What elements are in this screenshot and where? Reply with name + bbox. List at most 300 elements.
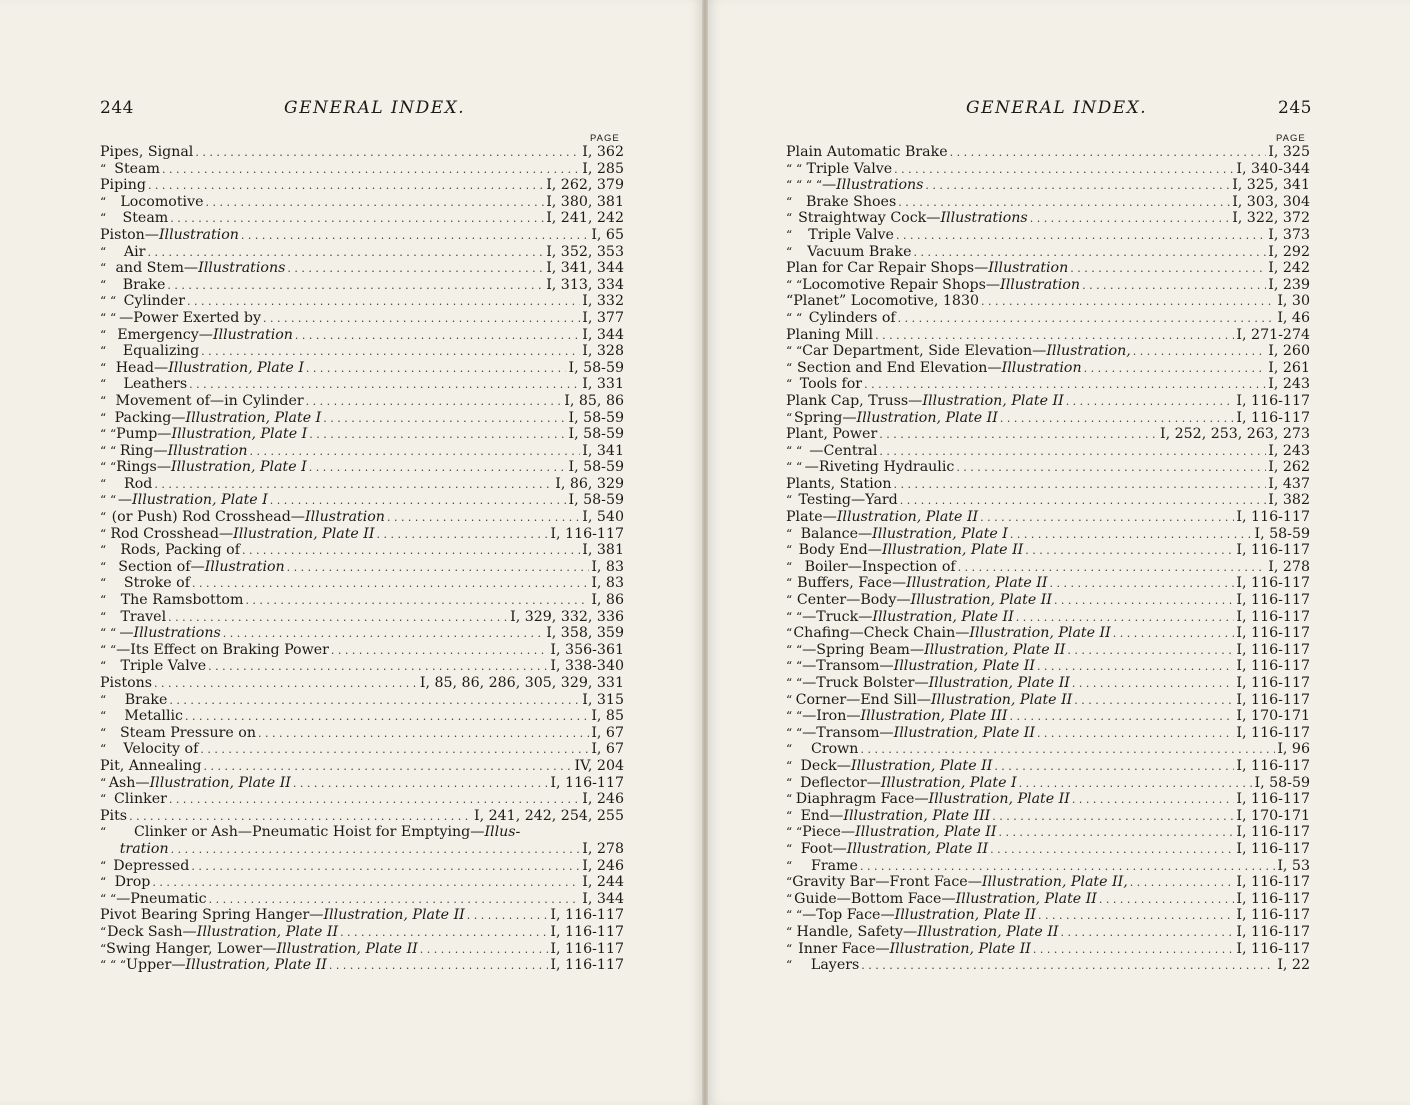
index-entry [786, 642, 1310, 659]
entry-text [806, 161, 892, 178]
dot-leader [340, 925, 548, 942]
ditto-mark: “ [100, 692, 107, 707]
index-entry [786, 708, 1310, 725]
page-reference: I, 242 [1268, 260, 1310, 277]
entry-term: Deck— [800, 757, 851, 774]
ditto-mark: “ [786, 227, 793, 242]
index-entry [786, 841, 1310, 858]
entry-illustration-note: Illustration, Plate II [185, 957, 327, 974]
index-entry [100, 426, 624, 443]
entry-text [123, 210, 169, 227]
entry-term: Rods, Packing of [120, 542, 240, 559]
entry-text [809, 443, 877, 460]
entry-term: Steam [114, 160, 160, 177]
index-entry [100, 177, 624, 194]
entry-illustration-note: Illustration, Plate II [889, 940, 1031, 957]
entry-term: Upper— [126, 957, 186, 974]
ditto-mark: “ “ [786, 344, 803, 359]
index-entry [786, 609, 1310, 626]
entry-text [794, 891, 1097, 908]
entry-illustration-note: Illustration [988, 260, 1069, 277]
dot-leader [1010, 709, 1235, 726]
ditto-mark: “ “ [786, 659, 803, 674]
page-reference: I, 58-59 [568, 409, 624, 426]
page-reference: I, 262 [1268, 459, 1310, 476]
ditto-mark: “ “ [100, 427, 117, 442]
ditto-mark: “ [100, 244, 107, 259]
entry-term: Brake Shoes [805, 193, 897, 210]
entry-illustration-note: Illustration, Plate II [872, 608, 1014, 625]
dot-leader [242, 543, 580, 560]
index-entry [786, 327, 1310, 344]
dot-leader [898, 195, 1230, 212]
ditto-mark: “ [786, 211, 793, 226]
entry-text [801, 841, 988, 858]
entry-text [802, 658, 1035, 675]
index-entry [100, 824, 624, 841]
entry-term: Stroke of [123, 575, 190, 592]
dot-leader [980, 510, 1234, 527]
dot-leader [201, 344, 580, 361]
entry-term: Tools for [799, 376, 863, 393]
entry-text [118, 559, 284, 576]
entry-illustration-note: Illustration, Plate II [906, 575, 1048, 592]
dot-leader [992, 809, 1234, 826]
entry-illustration-note: Illustration, Plate II, [981, 874, 1128, 891]
dot-leader [167, 278, 544, 295]
entry-illustration-note: Illustrations [836, 177, 924, 194]
index-entry [100, 509, 624, 526]
entry-text [786, 393, 1064, 410]
dot-leader [258, 726, 589, 743]
dot-leader [203, 759, 572, 776]
index-entry [100, 741, 624, 758]
index-entry [100, 526, 624, 543]
page-reference: I, 116-117 [550, 957, 624, 974]
index-entry [100, 658, 624, 675]
page-reference: I, 116-117 [1236, 907, 1310, 924]
page-reference: I, 116-117 [550, 940, 624, 957]
dot-leader [1130, 875, 1235, 892]
entry-text [786, 509, 978, 526]
ditto-mark: “ “ [786, 676, 803, 690]
index-entry [786, 210, 1310, 227]
entry-illustration-note: Illustration [212, 326, 293, 343]
index-entry-list [100, 144, 624, 974]
entry-term: Drop [114, 874, 151, 891]
entry-term: Piping [100, 177, 146, 194]
entry-illustration-note: Illustration, Plate II [276, 940, 418, 957]
index-entry [786, 542, 1310, 559]
entry-illustration-note: Illus- [484, 824, 521, 841]
entry-text [109, 775, 291, 792]
entry-text [116, 426, 307, 443]
page-reference: I, 116-117 [1236, 791, 1310, 808]
entry-term: Ash— [108, 774, 150, 791]
page-reference: I, 344 [582, 326, 624, 343]
entry-illustration-note: Illustration [1001, 359, 1082, 376]
page-reference: I, 252, 253, 263, 273 [1159, 426, 1310, 443]
ditto-mark: “ [786, 543, 793, 558]
ditto-mark: “ [786, 958, 793, 973]
dot-leader [206, 195, 545, 212]
page-reference: I, 116-117 [550, 525, 624, 542]
ditto-mark: “ [786, 493, 793, 508]
page-reference: I, 437 [1268, 475, 1310, 492]
ditto-mark: “ “ “ [100, 958, 127, 973]
entry-term: Car Department, Side Elevation— [802, 343, 1047, 360]
ditto-mark: “ “ [100, 310, 117, 325]
dot-leader [270, 493, 567, 510]
entry-term: Pump— [116, 426, 172, 443]
entry-text [786, 476, 891, 493]
entry-illustration-note: Illustration, [1046, 343, 1131, 360]
index-entry [100, 393, 624, 410]
index-entry [100, 575, 624, 592]
index-entry [786, 791, 1310, 808]
page-reference: I, 243 [1268, 442, 1310, 459]
entry-text [124, 476, 152, 493]
page-reference: I, 116-117 [1236, 575, 1310, 592]
ditto-mark: “ [100, 593, 107, 608]
dot-leader [1037, 659, 1234, 676]
dot-leader [1070, 261, 1266, 278]
entry-text [822, 177, 923, 194]
entry-text [100, 227, 239, 244]
dot-leader [208, 659, 548, 676]
ditto-mark: “ “ [786, 642, 803, 657]
dot-leader [893, 477, 1266, 494]
entry-text [792, 874, 1127, 891]
entry-illustration-note: Illustration, Plate II [922, 392, 1064, 409]
page-reference: I, 358, 359 [546, 625, 624, 642]
entry-term: — [119, 625, 134, 642]
ditto-mark: “ “ [100, 642, 117, 657]
dot-leader [1016, 610, 1235, 627]
page-reference: I, 331 [582, 376, 624, 393]
dot-leader [331, 643, 549, 660]
page-reference: I, 352, 353 [546, 243, 624, 260]
page-reference: I, 170-171 [1236, 708, 1310, 725]
entry-illustration-note: Illustration [1000, 276, 1081, 293]
index-entry [786, 824, 1310, 841]
entry-term: (or Push) Rod Crosshead— [111, 509, 305, 526]
entry-text [808, 227, 894, 244]
entry-text [801, 808, 991, 825]
ditto-mark: “ [100, 941, 107, 956]
page-reference: I, 356-361 [550, 641, 624, 658]
dot-leader [990, 842, 1234, 859]
entry-illustration-note: Illustration [304, 509, 385, 526]
entry-term: Piston— [100, 226, 159, 243]
index-entry [786, 459, 1310, 476]
entry-term: Rings— [116, 459, 172, 476]
index-entry [100, 459, 624, 476]
entry-term: Testing—Yard [798, 492, 898, 509]
dot-leader [900, 493, 1267, 510]
dot-leader [1054, 593, 1234, 610]
dot-leader [1082, 278, 1266, 295]
entry-illustration-note: Illustration, Plate I [168, 359, 304, 376]
dot-leader [200, 742, 589, 759]
entry-text [800, 775, 1017, 792]
dot-leader [129, 809, 472, 826]
entry-text [811, 858, 858, 875]
ditto-mark: “ “ [100, 443, 117, 458]
entry-text [114, 791, 167, 808]
entry-text [120, 542, 240, 559]
entry-illustration-note: Illustration [167, 442, 248, 459]
entry-text [115, 260, 285, 277]
index-entry [100, 609, 624, 626]
page-number: 244 [100, 98, 134, 118]
entry-illustration-note: Illustration [204, 558, 285, 575]
entry-illustration-note: Illustration, Plate II [149, 774, 291, 791]
entry-text [116, 360, 304, 377]
entry-illustration-note: Illustration, Plate II [850, 757, 993, 774]
entry-term: End— [800, 807, 844, 824]
entry-term: Air [123, 243, 146, 260]
index-entry [786, 941, 1310, 958]
entry-text [100, 177, 146, 194]
entry-text [120, 725, 256, 742]
page-column-label: PAGE [1276, 133, 1306, 144]
index-entry [100, 957, 624, 974]
page-reference: I, 116-117 [1236, 658, 1310, 675]
ditto-mark: “ [786, 244, 793, 259]
index-entry [100, 327, 624, 344]
dot-leader [287, 261, 544, 278]
index-entry [786, 808, 1310, 825]
entry-text [125, 692, 168, 709]
entry-text [806, 194, 896, 211]
ditto-mark: “ [100, 576, 107, 591]
ditto-mark: “ [786, 626, 793, 641]
dot-leader [148, 178, 544, 195]
dot-leader [420, 942, 549, 959]
entry-term: Metallic [124, 708, 183, 725]
index-entry [786, 476, 1310, 493]
page-reference: I, 325 [1268, 144, 1310, 160]
index-entry-list [786, 144, 1310, 974]
entry-text [805, 559, 956, 576]
right-page [708, 0, 1410, 1105]
ditto-mark: “ [100, 393, 107, 408]
ditto-mark: “ [100, 659, 107, 674]
entry-text [797, 575, 1047, 592]
page-reference: I, 116-117 [1236, 757, 1310, 774]
ditto-mark: “ [100, 742, 107, 757]
entry-term: Locomotive [120, 193, 204, 210]
entry-text [786, 327, 873, 344]
entry-term: Pit, Annealing [100, 757, 202, 774]
entry-illustration-note: Illustration, Plate II [233, 525, 375, 542]
entry-illustration-note: Illustration, Plate II [846, 840, 989, 857]
page-reference: I, 86 [591, 592, 624, 609]
dot-leader [154, 477, 553, 494]
dot-leader [187, 294, 580, 311]
entry-term: Head— [115, 359, 169, 376]
index-entry [786, 741, 1310, 758]
ditto-mark: “ [100, 526, 107, 541]
entry-text [802, 642, 1065, 659]
page-reference: I, 278 [582, 840, 624, 857]
ditto-mark: “ “ [100, 294, 117, 309]
entry-term: Pistons [100, 675, 153, 691]
index-entry [100, 808, 624, 825]
entry-illustration-note: Illustration, Plate II [196, 923, 339, 940]
entry-text [786, 260, 1068, 277]
ditto-mark: “ [100, 609, 107, 624]
ditto-mark: “ [100, 510, 107, 525]
index-entry [786, 625, 1310, 642]
dot-leader [263, 311, 580, 328]
index-entry [786, 575, 1310, 592]
ditto-mark: “ [100, 709, 107, 724]
ditto-mark: “ “ [786, 277, 803, 292]
page-reference: I, 341, 344 [546, 260, 624, 277]
dot-leader [223, 626, 544, 643]
entry-term: —Power Exerted by [119, 309, 261, 326]
dot-leader [306, 394, 563, 411]
index-entry [100, 443, 624, 460]
index-entry [786, 526, 1310, 543]
index-entry [100, 244, 624, 261]
page-reference: I, 116-117 [1236, 940, 1310, 957]
entry-term: Rod [124, 475, 153, 492]
ditto-mark: “ “ [786, 825, 803, 840]
entry-term: —Pneumatic [116, 890, 207, 907]
dot-leader [1113, 626, 1235, 643]
ditto-mark: “ [786, 742, 793, 757]
page-reference: I, 338-340 [550, 658, 624, 675]
entry-text [801, 526, 1008, 543]
running-head: GENERAL INDEX. [966, 98, 1148, 118]
index-entry [100, 791, 624, 808]
page-reference: I, 116-117 [1236, 923, 1310, 940]
entry-text [802, 343, 1131, 360]
ditto-mark: “ [100, 476, 107, 491]
index-entry [100, 858, 624, 875]
page-reference: I, 58-59 [1254, 774, 1310, 791]
page-reference: I, 53 [1277, 857, 1310, 874]
ditto-mark: “ [100, 825, 107, 840]
entry-text [121, 592, 244, 609]
dot-leader [1067, 643, 1234, 660]
index-entry [100, 625, 624, 642]
page-reference: I, 344 [582, 890, 624, 907]
index-entry [100, 277, 624, 294]
page-reference: I, 313, 334 [546, 276, 624, 293]
ditto-mark: “ [100, 792, 107, 807]
entry-term: Pipes, Signal [100, 144, 194, 160]
page-reference: I, 58-59 [568, 492, 624, 509]
index-entry [100, 924, 624, 941]
ditto-mark: “ [786, 792, 793, 807]
entry-term: Ring— [119, 442, 168, 459]
dot-leader [1072, 676, 1235, 693]
entry-text [794, 410, 998, 427]
entry-text [123, 277, 166, 294]
dot-leader [1010, 527, 1253, 544]
dot-leader [387, 510, 580, 527]
ditto-mark: “ “ [786, 460, 803, 475]
page-reference: I, 85 [591, 708, 624, 725]
index-entry [100, 360, 624, 377]
entry-text [798, 941, 1031, 958]
index-entry [100, 144, 624, 161]
dot-leader [898, 311, 1276, 328]
entry-term: Spring— [794, 409, 857, 426]
dot-leader [875, 328, 1234, 345]
index-entry [786, 343, 1310, 360]
ditto-mark: “ [786, 758, 793, 773]
entry-illustration-note: Illustration, Plate II [881, 542, 1024, 559]
entry-term: Pivot Bearing Spring Hanger— [100, 907, 324, 924]
entry-text [124, 376, 188, 393]
dot-leader [1066, 394, 1235, 411]
entry-text [786, 144, 948, 161]
page-reference: I, 322, 372 [1232, 210, 1310, 227]
page-reference: I, 241, 242, 254, 255 [473, 807, 624, 824]
entry-text [786, 426, 877, 443]
entry-term: Section of— [118, 558, 205, 575]
entry-text [799, 492, 898, 509]
entry-term: Deck Sash— [107, 923, 197, 940]
page-reference: I, 116-117 [550, 774, 624, 791]
ditto-mark: “ [100, 725, 107, 740]
entry-text [117, 327, 293, 344]
dot-leader [1133, 344, 1266, 361]
page-reference: I, 83 [591, 575, 624, 592]
entry-illustration-note: Illustration, Plate II [969, 625, 1111, 642]
entry-illustration-note: Illustration, Plate II [893, 724, 1035, 741]
page-reference: I, 260 [1268, 343, 1310, 360]
index-entry [100, 260, 624, 277]
dot-leader [295, 328, 580, 345]
entry-text [802, 609, 1014, 626]
entry-term: Emergency— [117, 326, 213, 343]
index-entry [786, 393, 1310, 410]
ditto-mark: “ [786, 360, 793, 375]
ditto-mark: “ [786, 692, 793, 707]
ditto-mark: “ “ [786, 908, 803, 923]
dot-leader [981, 294, 1275, 311]
ditto-mark: “ [100, 344, 107, 359]
ditto-mark: “ [100, 858, 107, 873]
ditto-mark: “ [100, 277, 107, 292]
page-number: 245 [1278, 98, 1312, 118]
dot-leader [152, 875, 580, 892]
dot-leader [1038, 908, 1234, 925]
entry-illustration-note: Illustrations [198, 260, 286, 277]
entry-text [807, 244, 911, 261]
dot-leader [241, 228, 589, 245]
dot-leader [245, 593, 589, 610]
entry-text [126, 957, 327, 974]
index-entry [786, 177, 1310, 194]
entry-term: Plan for Car Repair Shops— [786, 260, 989, 277]
index-entry [100, 642, 624, 659]
index-entry [100, 410, 624, 427]
index-entry [786, 426, 1310, 443]
page-reference: I, 96 [1277, 741, 1310, 758]
entry-term: —Top Face— [802, 907, 895, 924]
entry-text [100, 758, 201, 775]
entry-term: Corner—End Sill— [795, 691, 931, 708]
dot-leader [329, 958, 549, 975]
entry-term: Plate— [786, 509, 837, 526]
